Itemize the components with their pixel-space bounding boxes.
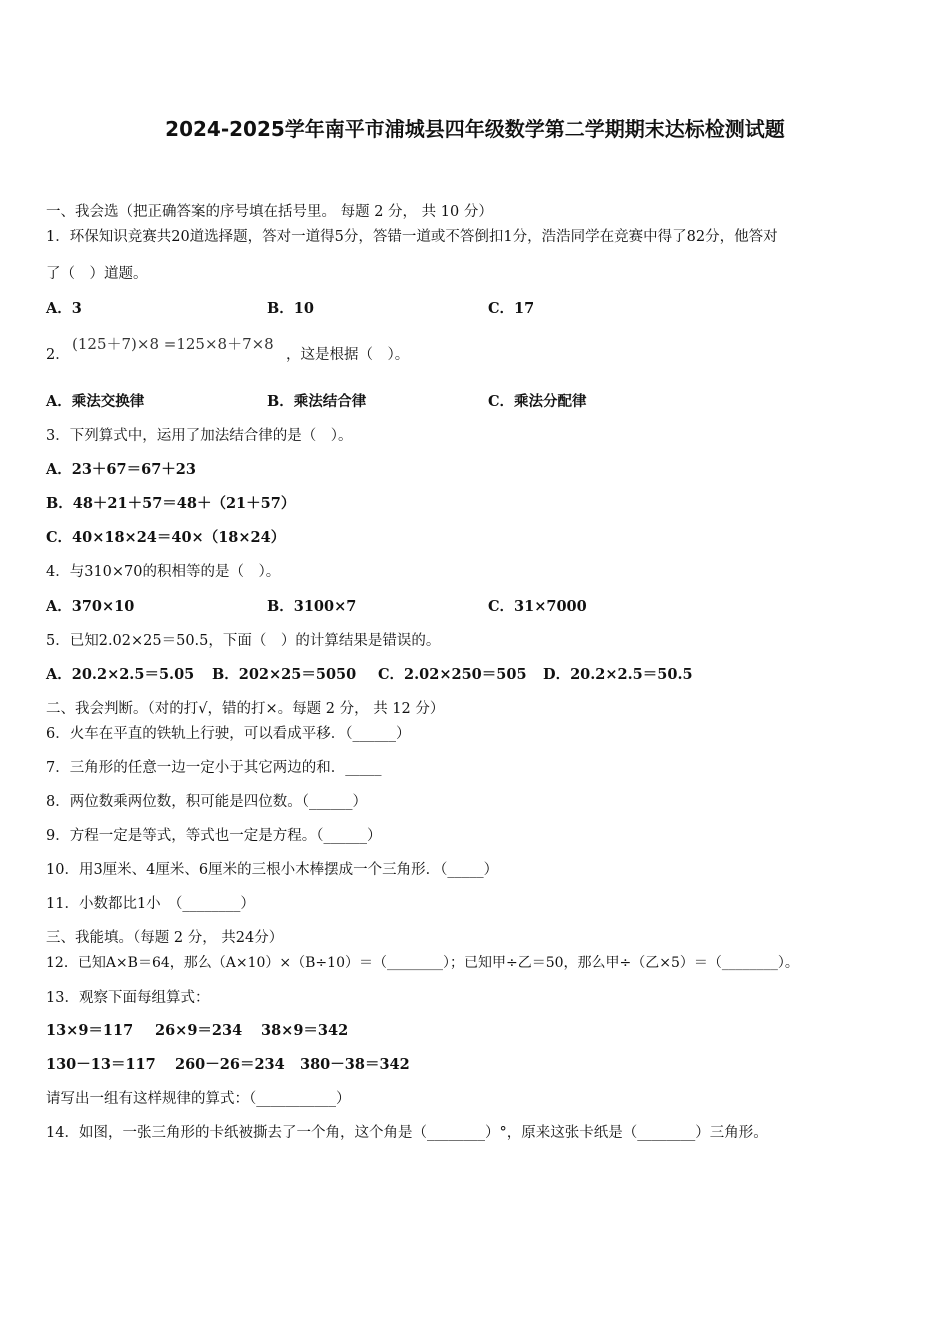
q2-option-c[interactable]: C．乘法分配律: [488, 393, 587, 410]
q4-option-c[interactable]: C．31×7000: [488, 598, 587, 615]
q3-stem: 3．下列算式中，运用了加法结合律的是（ ）。: [46, 428, 353, 444]
q8: 8．两位数乘两位数，积可能是四位数。（______）: [46, 794, 367, 810]
section1-header: 一、我会选（把正确答案的序号填在括号里。 每题 2 分， 共 10 分）: [46, 204, 493, 220]
q2-option-b[interactable]: B．乘法结合律: [267, 393, 367, 410]
q1-option-c[interactable]: C．17: [488, 300, 535, 317]
q1-stem-line2: 了（ ）道题。: [46, 266, 148, 282]
q1-option-b[interactable]: B．10: [267, 300, 314, 317]
q13-formula: 38×9＝342: [261, 1022, 349, 1039]
section3-header: 三、我能填。（每题 2 分， 共24分）: [46, 930, 284, 946]
q13-formula: 130－13＝117: [46, 1056, 156, 1073]
q12: 12．已知A×B＝64，那么（A×10）×（B÷10）＝（________）；已知甲÷乙＝50，那么甲÷（乙×5）＝（________）。: [46, 955, 799, 971]
q1-stem-line1: 1．环保知识竞赛共20道选择题，答对一道得5分，答错一道或不答倒扣1分，浩浩同学在竞赛中得了82分，他答对: [46, 229, 778, 245]
q13-stem: 13．观察下面每组算式：: [46, 990, 210, 1006]
q3-option-a[interactable]: A．23＋67＝67＋23: [46, 461, 196, 478]
q7: 7．三角形的任意一边一定小于其它两边的和．_____: [46, 760, 382, 776]
q6: 6．火车在平直的铁轨上行驶，可以看成平移．（______）: [46, 726, 411, 742]
q14: 14．如图，一张三角形的卡纸被撕去了一个角，这个角是（________）°，原来这张卡纸是（________）三角形。: [46, 1125, 768, 1141]
q3-option-c[interactable]: C．40×18×24＝40×（18×24）: [46, 529, 286, 546]
q13-formula: 260－26＝234: [175, 1056, 285, 1073]
q2-number: 2．: [46, 347, 70, 363]
q5-option-a[interactable]: A．20.2×2.5＝5.05: [46, 666, 195, 683]
q4-option-b[interactable]: B．3100×7: [267, 598, 357, 615]
q13-ask: 请写出一组有这样规律的算式：（___________）: [46, 1091, 351, 1107]
q5-stem: 5．已知2.02×25＝50.5，下面（ ）的计算结果是错误的。: [46, 633, 441, 649]
q4-option-a[interactable]: A．370×10: [46, 598, 135, 615]
q4-stem: 4．与310×70的积相等的是（ ）。: [46, 564, 281, 580]
q2-option-a[interactable]: A．乘法交换律: [46, 393, 145, 410]
q10: 10．用3厘米、4厘米、6厘米的三根小木棒摆成一个三角形．（_____）: [46, 862, 499, 878]
q13-formula: 13×9＝117: [46, 1022, 134, 1039]
q2-formula: (125＋7)×8 =125×8＋7×8: [72, 335, 274, 353]
page-title: 2024-2025学年南平市浦城县四年级数学第二学期期末达标检测试题: [165, 117, 785, 141]
q5-option-b[interactable]: B．202×25＝5050: [212, 666, 357, 683]
q9: 9．方程一定是等式，等式也一定是方程。（______）: [46, 828, 382, 844]
q5-option-d[interactable]: D．20.2×2.5＝50.5: [543, 666, 693, 683]
q11: 11．小数都比1小 （________）: [46, 896, 255, 912]
q2-text: ，这是根据（ ）。: [286, 347, 410, 363]
q3-option-b[interactable]: B．48＋21＋57＝48＋（21＋57）: [46, 495, 296, 512]
q1-option-a[interactable]: A．3: [46, 300, 82, 317]
section2-header: 二、我会判断。（对的打√，错的打×。每题 2 分， 共 12 分）: [46, 701, 445, 717]
q13-formula: 26×9＝234: [155, 1022, 243, 1039]
q13-formula: 380－38＝342: [300, 1056, 410, 1073]
q5-option-c[interactable]: C．2.02×250＝505: [378, 666, 527, 683]
